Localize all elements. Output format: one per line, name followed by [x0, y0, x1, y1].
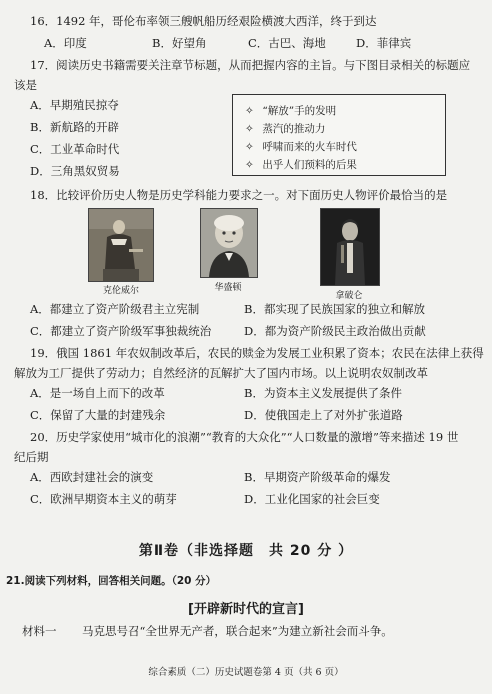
q19-option-d: D．使俄国走上了对外扩张道路 [244, 408, 403, 422]
portrait-napoleon [320, 208, 380, 286]
q18-stem: 18．比较评价历史人物是历史学科能力要求之一。对下面历史人物评价最恰当的是 [30, 188, 448, 202]
q17-option-a: A．早期殖民掠夺 [30, 98, 119, 112]
q17-option-c: C．工业革命时代 [30, 142, 120, 156]
toc-item: ✧ 蒸汽的推动力 [245, 123, 326, 135]
diamond-bullet-icon: ✧ [245, 105, 254, 117]
q18-option-d: D．都为资产阶级民主政治做出贡献 [244, 324, 426, 338]
q17-option-d: D．三角黑奴贸易 [30, 164, 120, 178]
q20-option-b: B．早期资产阶级革命的爆发 [244, 470, 391, 484]
q20-option-d: D．工业化国家的社会巨变 [244, 492, 380, 506]
cromwell-image [89, 209, 153, 281]
q17-stem-line2: 该是 [14, 78, 37, 92]
caption-cromwell: 克伦威尔 [102, 286, 139, 296]
q20-option-c: C．欧洲早期资本主义的萌芽 [30, 492, 177, 506]
q19-stem-line2: 解放为工厂提供了劳动力；自然经济的瓦解扩大了国内市场。以上说明农奴制改革 [14, 366, 428, 380]
q17-option-b: B．新航路的开辟 [30, 120, 119, 134]
q16-option-c: C．古巴、海地 [248, 36, 326, 50]
washington-image [201, 209, 257, 277]
page-footer: 综合素质（二）历史试题卷第 4 页（共 6 页） [148, 667, 344, 678]
portrait-cromwell [88, 208, 154, 282]
q19-stem-line1: 19．俄国 1861 年农奴制改革后，农民的赎金为发展工业积累了资本；农民在法律上获得 [30, 346, 484, 360]
toc-item: ✧ 呼啸而来的火车时代 [245, 141, 357, 153]
q18-option-b: B．都实现了民族国家的独立和解放 [244, 302, 425, 316]
q19-option-b: B．为资本主义发展提供了条件 [244, 386, 402, 400]
q20-option-a: A．西欧封建社会的演变 [30, 470, 154, 484]
q16-stem: 16．1492 年，哥伦布率领三艘帆船历经艰险横渡大西洋，终于到达 [30, 14, 377, 28]
q21-material-text: 马克思号召“全世界无产者，联合起来”为建立新社会而斗争。 [82, 624, 393, 638]
q19-option-a: A．是一场自上而下的改革 [30, 386, 165, 400]
diamond-bullet-icon: ✧ [245, 159, 254, 171]
q19-option-c: C．保留了大量的封建残余 [30, 408, 166, 422]
q21-material-label: 材料一 [22, 624, 57, 638]
diamond-bullet-icon: ✧ [245, 141, 254, 153]
q21-stem: 21.阅读下列材料，回答相关问题。（20 分） [6, 575, 217, 587]
q16-option-b: B．好望角 [152, 36, 207, 50]
toc-item: ✧ “解放”手的发明 [245, 105, 337, 117]
q18-option-a: A．都建立了资产阶级君主立宪制 [30, 302, 200, 316]
q20-stem-line2: 纪后期 [14, 450, 49, 464]
q16-option-a: A．印度 [44, 36, 87, 50]
napoleon-image [321, 209, 379, 285]
q21-subtitle: [开辟新时代的宣言] [188, 602, 304, 617]
q16-option-d: D．菲律宾 [356, 36, 412, 50]
diamond-bullet-icon: ✧ [245, 123, 254, 135]
q18-option-c: C．都建立了资产阶级军事独裁统治 [30, 324, 212, 338]
table-of-contents-box [232, 94, 446, 176]
caption-napoleon: 拿破仑 [335, 291, 363, 301]
toc-item: ✧ 出乎人们预料的后果 [245, 159, 357, 171]
q17-stem-line1: 17．阅读历史书籍需要关注章节标题，从而把握内容的主旨。与下图目录相关的标题应 [30, 58, 471, 72]
q20-stem-line1: 20．历史学家使用“城市化的浪潮”“教育的大众化”“人口数量的激增”等来描述 19 世 [30, 430, 459, 444]
caption-washington: 华盛顿 [214, 283, 242, 293]
portrait-washington [200, 208, 258, 278]
section-2-title: 第Ⅱ卷（非选择题 共 20 分 ） [138, 543, 354, 559]
